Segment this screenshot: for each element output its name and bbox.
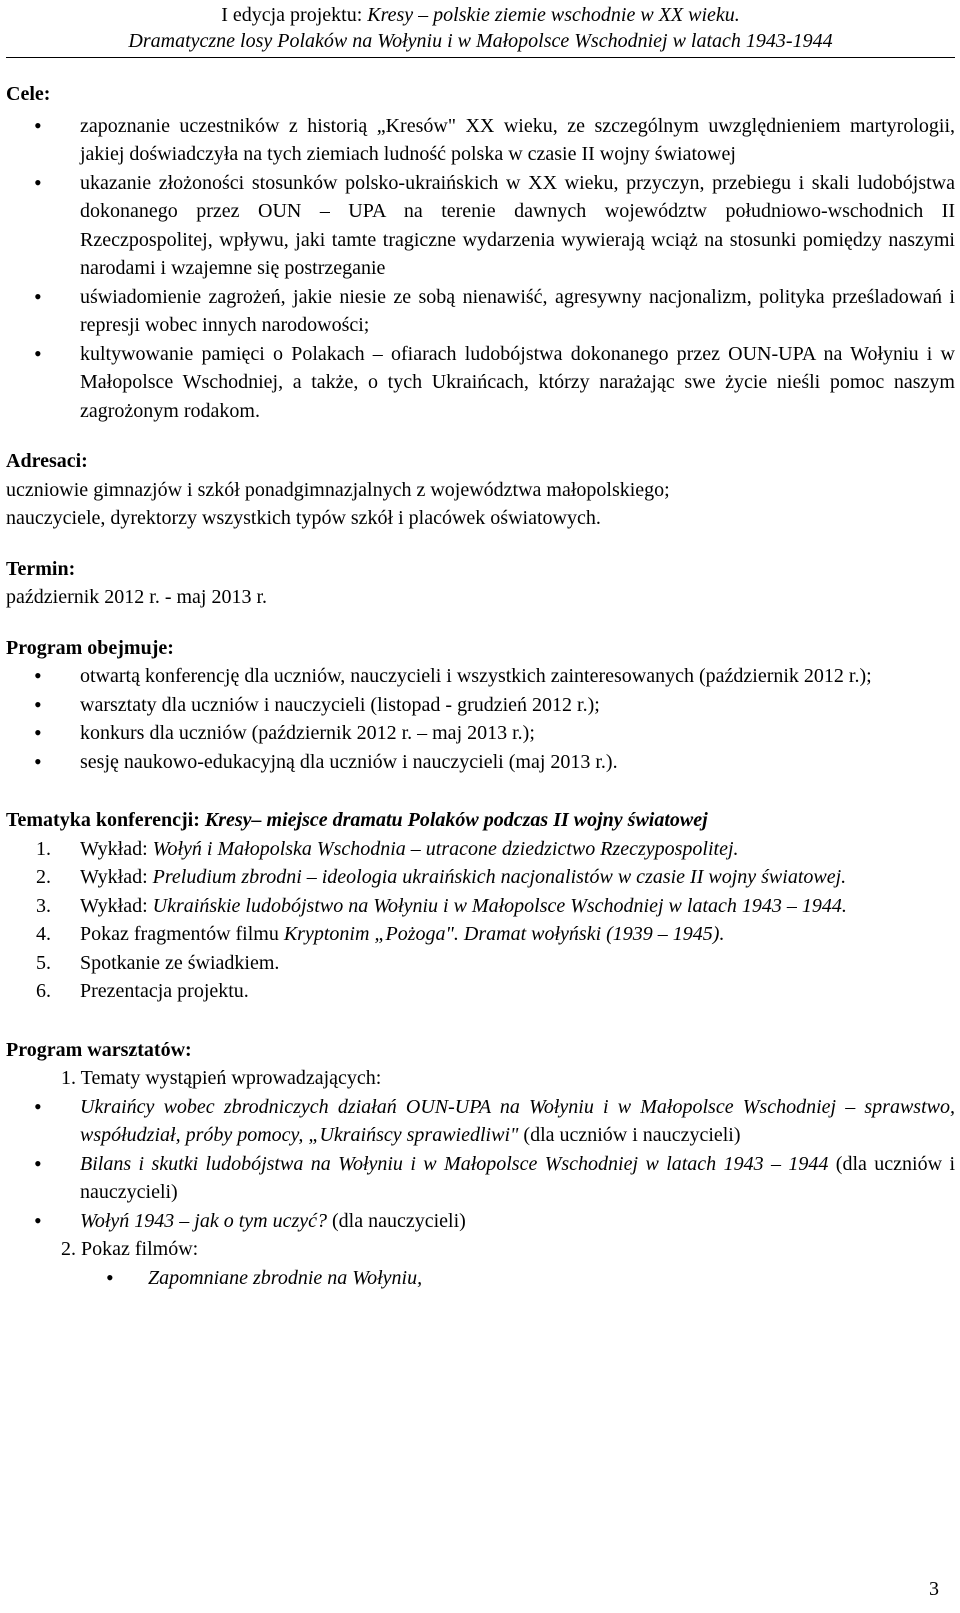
list-item: • otwartą konferencję dla uczniów, nauczycieli i wszystkich zainteresowanych (październik 2012 r.);: [6, 662, 955, 691]
header-line-2: Dramatyczne losy Polaków na Wołyniu i w Małopolsce Wschodniej w latach 1943-1944: [128, 30, 833, 52]
list-item: 3. Wykład: Ukraińskie ludobójstwo na Wołyniu i w Małopolsce Wschodniej w latach 1943 – 1944.: [36, 894, 847, 917]
list-item: 2. Wykład: Preludium zbrodni – ideologia ukraińskich nacjonalistów w czasie II wojny światowej.: [36, 866, 847, 888]
list-item: 6. Prezentacja projektu.: [36, 980, 249, 1002]
conference-list: [6, 835, 955, 1006]
goals-heading: Cele:: [6, 83, 51, 105]
addressees-line-2: nauczyciele, dyrektorzy wszystkich typów szkół i placówek oświatowych.: [6, 507, 601, 529]
list-item: • sesję naukowo-edukacyjną dla uczniów i nauczycieli (maj 2013 r.).: [6, 748, 955, 777]
term-value: październik 2012 r. - maj 2013 r.: [6, 586, 268, 608]
list-item: • warsztaty dla uczniów i nauczycieli (listopad - grudzień 2012 r.);: [6, 691, 955, 720]
addressees-line-1: uczniowie gimnazjów i szkół ponadgimnazjalnych z województwa małopolskiego;: [6, 478, 670, 501]
document-body: [6, 80, 955, 1292]
header-line-1: I edycja projektu: Kresy – polskie ziemie wschodnie w XX wieku.: [221, 4, 740, 26]
list-item: • kultywowanie pamięci o Polakach – ofiarach ludobójstwa dokonanego przez OUN-UPA na Wołyniu i w Małopolsce Wschodniej, a także, o tych Ukraińcach, którzy narażając swe życie nieśli pomoc naszym zagrożonym rodakom.: [6, 340, 955, 426]
list-item: • zapoznanie uczestników z historią „Kresów" XX wieku, ze szczególnym uwzględnieniem martyrologii, jakiej doświadczyła na tych ziemiach ludność polska w czasie II wojny światowej: [6, 112, 955, 169]
list-item: • Zapomniane zbrodnie na Wołyniu,: [6, 1264, 955, 1293]
running-header: [6, 0, 955, 58]
workshops-subheading-2: 2. Pokaz filmów:: [61, 1238, 199, 1260]
conference-heading: Tematyka konferencji: Kresy– miejsce dramatu Polaków podczas II wojny światowej: [6, 809, 708, 831]
document-page: [6, 0, 955, 1613]
workshops-subheading-1: 1. Tematy wystąpień wprowadzających:: [61, 1067, 382, 1089]
list-item: • uświadomienie zagrożeń, jakie niesie ze sobą nienawiść, agresywny nacjonalizm, polityka prześladowań i represji wobec innych narodowości;: [6, 283, 955, 340]
list-item: 5. Spotkanie ze świadkiem.: [36, 951, 280, 974]
list-item: • konkurs dla uczniów (październik 2012 r. – maj 2013 r.);: [6, 719, 955, 748]
list-item: • Ukraińcy wobec zbrodniczych działań OUN-UPA na Wołyniu i w Małopolsce Wschodniej – sprawstwo, współudział, próby pomocy, „Ukraińscy sprawiedliwi" (dla uczniów i nauczycieli): [6, 1093, 955, 1150]
list-item: • Bilans i skutki ludobójstwa na Wołyniu i w Małopolsce Wschodniej w latach 1943 – 1944 (dla uczniów i nauczycieli): [6, 1150, 955, 1207]
workshops-films-list: [6, 1264, 955, 1293]
program-heading: Program obejmuje:: [6, 636, 174, 659]
list-item: 1. Wykład: Wołyń i Małopolska Wschodnia – utracone dziedzictwo Rzeczypospolitej.: [36, 837, 739, 860]
goals-list: [6, 112, 955, 426]
addressees-heading: Adresaci:: [6, 450, 88, 472]
page-number: 3: [929, 1578, 939, 1600]
workshops-topics-list: [6, 1093, 955, 1236]
list-item: • ukazanie złożoności stosunków polsko-ukraińskich w XX wieku, przyczyn, przebiegu i skali ludobójstwa dokonanego przez OUN – UPA na terenie dawnych województw południowo-wschodnich II Rzeczpospolitej, wpływu, jaki tamte tragiczne wydarzenia wywierają wciąż na stosunki pomiędzy naszymi narodami i wzajemne się postrzeganie: [6, 169, 955, 283]
term-heading: Termin:: [6, 557, 76, 580]
list-item: 4. Pokaz fragmentów filmu Kryptonim „Pożoga". Dramat wołyński (1939 – 1945).: [36, 923, 725, 945]
list-item: • Wołyń 1943 – jak o tym uczyć? (dla nauczycieli): [6, 1207, 955, 1236]
program-list: [6, 662, 955, 776]
workshops-heading: Program warsztatów:: [6, 1038, 192, 1061]
